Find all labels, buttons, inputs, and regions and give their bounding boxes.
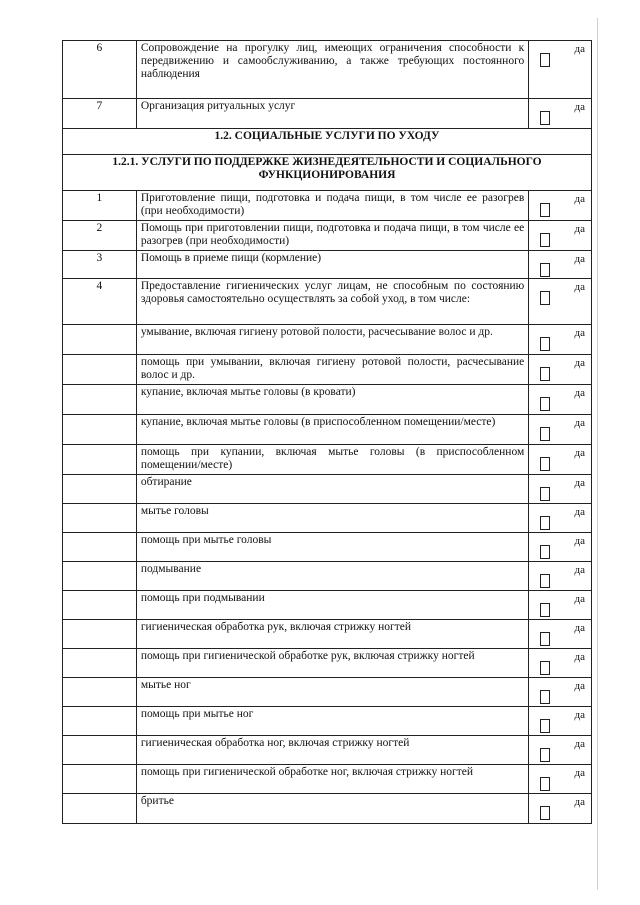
row-number <box>63 707 137 736</box>
table-row <box>63 562 592 591</box>
service-description: помощь при купании, включая мытье головы (в приспособленном помещении/месте) <box>136 445 528 475</box>
row-number <box>63 415 137 445</box>
row-number: 2 <box>63 221 137 251</box>
checkbox-yes[interactable] <box>540 233 550 247</box>
row-number: 3 <box>63 251 137 279</box>
answer-label: да <box>574 101 585 113</box>
answer-label: да <box>574 43 585 55</box>
service-description: помощь при гигиенической обработке ног, включая стрижку ногтей <box>136 765 528 794</box>
answer-cell <box>529 221 592 251</box>
checkbox-yes[interactable] <box>540 632 550 646</box>
answer-label: да <box>574 622 585 634</box>
service-description: Приготовление пищи, подготовка и подача пищи, в том числе ее разогрев (при необходимости) <box>136 191 528 221</box>
page-edge-line <box>597 18 598 890</box>
row-number <box>63 355 137 385</box>
row-number: 6 <box>63 41 137 99</box>
checkbox-yes[interactable] <box>540 397 550 411</box>
answer-cell <box>529 251 592 279</box>
answer-cell <box>529 99 592 129</box>
answer-cell <box>529 325 592 355</box>
service-description: обтирание <box>136 475 528 504</box>
answer-label: да <box>574 387 585 399</box>
row-number: 1 <box>63 191 137 221</box>
table-row <box>63 678 592 707</box>
service-description: Организация ритуальных услуг <box>136 99 528 129</box>
answer-cell <box>529 385 592 415</box>
checkbox-yes[interactable] <box>540 806 550 820</box>
answer-label: да <box>574 680 585 692</box>
table-row <box>63 385 592 415</box>
checkbox-yes[interactable] <box>540 487 550 501</box>
answer-label: да <box>574 223 585 235</box>
checkbox-yes[interactable] <box>540 545 550 559</box>
answer-cell <box>529 475 592 504</box>
checkbox-yes[interactable] <box>540 719 550 733</box>
answer-cell <box>529 191 592 221</box>
answer-cell <box>529 736 592 765</box>
answer-label: да <box>574 253 585 265</box>
row-number: 4 <box>63 279 137 325</box>
answer-cell <box>529 533 592 562</box>
table-row <box>63 415 592 445</box>
answer-label: да <box>574 477 585 489</box>
table-row <box>63 251 592 279</box>
subsection-heading-row <box>63 155 592 191</box>
row-number <box>63 562 137 591</box>
section-heading-row <box>63 129 592 155</box>
service-description: купание, включая мытье головы (в приспособленном помещении/месте) <box>136 415 528 445</box>
service-description: купание, включая мытье головы (в кровати) <box>136 385 528 415</box>
table-row <box>63 355 592 385</box>
table-row <box>63 221 592 251</box>
row-number <box>63 385 137 415</box>
table-row <box>63 325 592 355</box>
answer-label: да <box>574 651 585 663</box>
service-description: помощь при мытье ног <box>136 707 528 736</box>
section-title: 1.2. СОЦИАЛЬНЫЕ УСЛУГИ ПО УХОДУ <box>63 129 592 155</box>
checkbox-yes[interactable] <box>540 263 550 277</box>
checkbox-yes[interactable] <box>540 690 550 704</box>
table-row <box>63 41 592 99</box>
row-number <box>63 649 137 678</box>
table-row <box>63 279 592 325</box>
row-number <box>63 475 137 504</box>
answer-cell <box>529 504 592 533</box>
checkbox-yes[interactable] <box>540 367 550 381</box>
service-description: мытье головы <box>136 504 528 533</box>
answer-cell <box>529 41 592 99</box>
services-table <box>62 40 592 824</box>
table-row <box>63 445 592 475</box>
service-description: Помощь в приеме пищи (кормление) <box>136 251 528 279</box>
checkbox-yes[interactable] <box>540 291 550 305</box>
checkbox-yes[interactable] <box>540 337 550 351</box>
service-description: гигиеническая обработка рук, включая стрижку ногтей <box>136 620 528 649</box>
table-row <box>63 475 592 504</box>
answer-label: да <box>574 593 585 605</box>
answer-label: да <box>574 767 585 779</box>
answer-cell <box>529 707 592 736</box>
answer-cell <box>529 279 592 325</box>
service-description: помощь при умывании, включая гигиену ротовой полости, расчесывание волос и др. <box>136 355 528 385</box>
checkbox-yes[interactable] <box>540 661 550 675</box>
table-row <box>63 765 592 794</box>
answer-label: да <box>574 564 585 576</box>
answer-label: да <box>574 738 585 750</box>
row-number <box>63 678 137 707</box>
row-number <box>63 620 137 649</box>
checkbox-yes[interactable] <box>540 777 550 791</box>
table-row <box>63 649 592 678</box>
answer-label: да <box>574 327 585 339</box>
service-description: Сопровождение на прогулку лиц, имеющих ограничения способности к передвижению и самообслуживанию, а также требующих постоянного наблюдения <box>136 41 528 99</box>
table-row <box>63 191 592 221</box>
checkbox-yes[interactable] <box>540 203 550 217</box>
row-number <box>63 765 137 794</box>
table-row <box>63 591 592 620</box>
service-description: мытье ног <box>136 678 528 707</box>
answer-label: да <box>574 281 585 293</box>
answer-cell <box>529 445 592 475</box>
checkbox-yes[interactable] <box>540 748 550 762</box>
row-number <box>63 591 137 620</box>
answer-label: да <box>574 193 585 205</box>
answer-label: да <box>574 796 585 808</box>
row-number <box>63 533 137 562</box>
answer-label: да <box>574 709 585 721</box>
checkbox-yes[interactable] <box>540 516 550 530</box>
answer-cell <box>529 678 592 707</box>
table-row <box>63 533 592 562</box>
service-description: гигиеническая обработка ног, включая стрижку ногтей <box>136 736 528 765</box>
table-row <box>63 736 592 765</box>
service-description: подмывание <box>136 562 528 591</box>
answer-cell <box>529 620 592 649</box>
answer-cell <box>529 562 592 591</box>
answer-cell <box>529 591 592 620</box>
service-description: бритье <box>136 794 528 824</box>
checkbox-yes[interactable] <box>540 603 550 617</box>
row-number <box>63 504 137 533</box>
table-row <box>63 99 592 129</box>
row-number <box>63 445 137 475</box>
row-number <box>63 794 137 824</box>
answer-cell <box>529 415 592 445</box>
service-description: Предоставление гигиенических услуг лицам, не способным по состоянию здоровья самостоятельно осуществлять за собой уход, в том числе: <box>136 279 528 325</box>
service-description: Помощь при приготовлении пищи, подготовка и подача пищи, в том числе ее разогрев (при необходимости) <box>136 221 528 251</box>
service-description: умывание, включая гигиену ротовой полости, расчесывание волос и др. <box>136 325 528 355</box>
service-description: помощь при подмывании <box>136 591 528 620</box>
checkbox-yes[interactable] <box>540 457 550 471</box>
answer-label: да <box>574 506 585 518</box>
answer-cell <box>529 794 592 824</box>
answer-label: да <box>574 417 585 429</box>
answer-cell <box>529 355 592 385</box>
answer-cell <box>529 765 592 794</box>
table-row <box>63 794 592 824</box>
service-description: помощь при мытье головы <box>136 533 528 562</box>
answer-label: да <box>574 357 585 369</box>
answer-label: да <box>574 447 585 459</box>
service-description: помощь при гигиенической обработке рук, включая стрижку ногтей <box>136 649 528 678</box>
answer-cell <box>529 649 592 678</box>
table-row <box>63 620 592 649</box>
row-number: 7 <box>63 99 137 129</box>
table-row <box>63 707 592 736</box>
checkbox-yes[interactable] <box>540 111 550 125</box>
subsection-title: 1.2.1. УСЛУГИ ПО ПОДДЕРЖКЕ ЖИЗНЕДЕЯТЕЛЬНОСТИ И СОЦИАЛЬНОГО ФУНКЦИОНИРОВАНИЯ <box>63 155 592 191</box>
checkbox-yes[interactable] <box>540 427 550 441</box>
row-number <box>63 325 137 355</box>
checkbox-yes[interactable] <box>540 574 550 588</box>
table-row <box>63 504 592 533</box>
answer-label: да <box>574 535 585 547</box>
checkbox-yes[interactable] <box>540 53 550 67</box>
row-number <box>63 736 137 765</box>
